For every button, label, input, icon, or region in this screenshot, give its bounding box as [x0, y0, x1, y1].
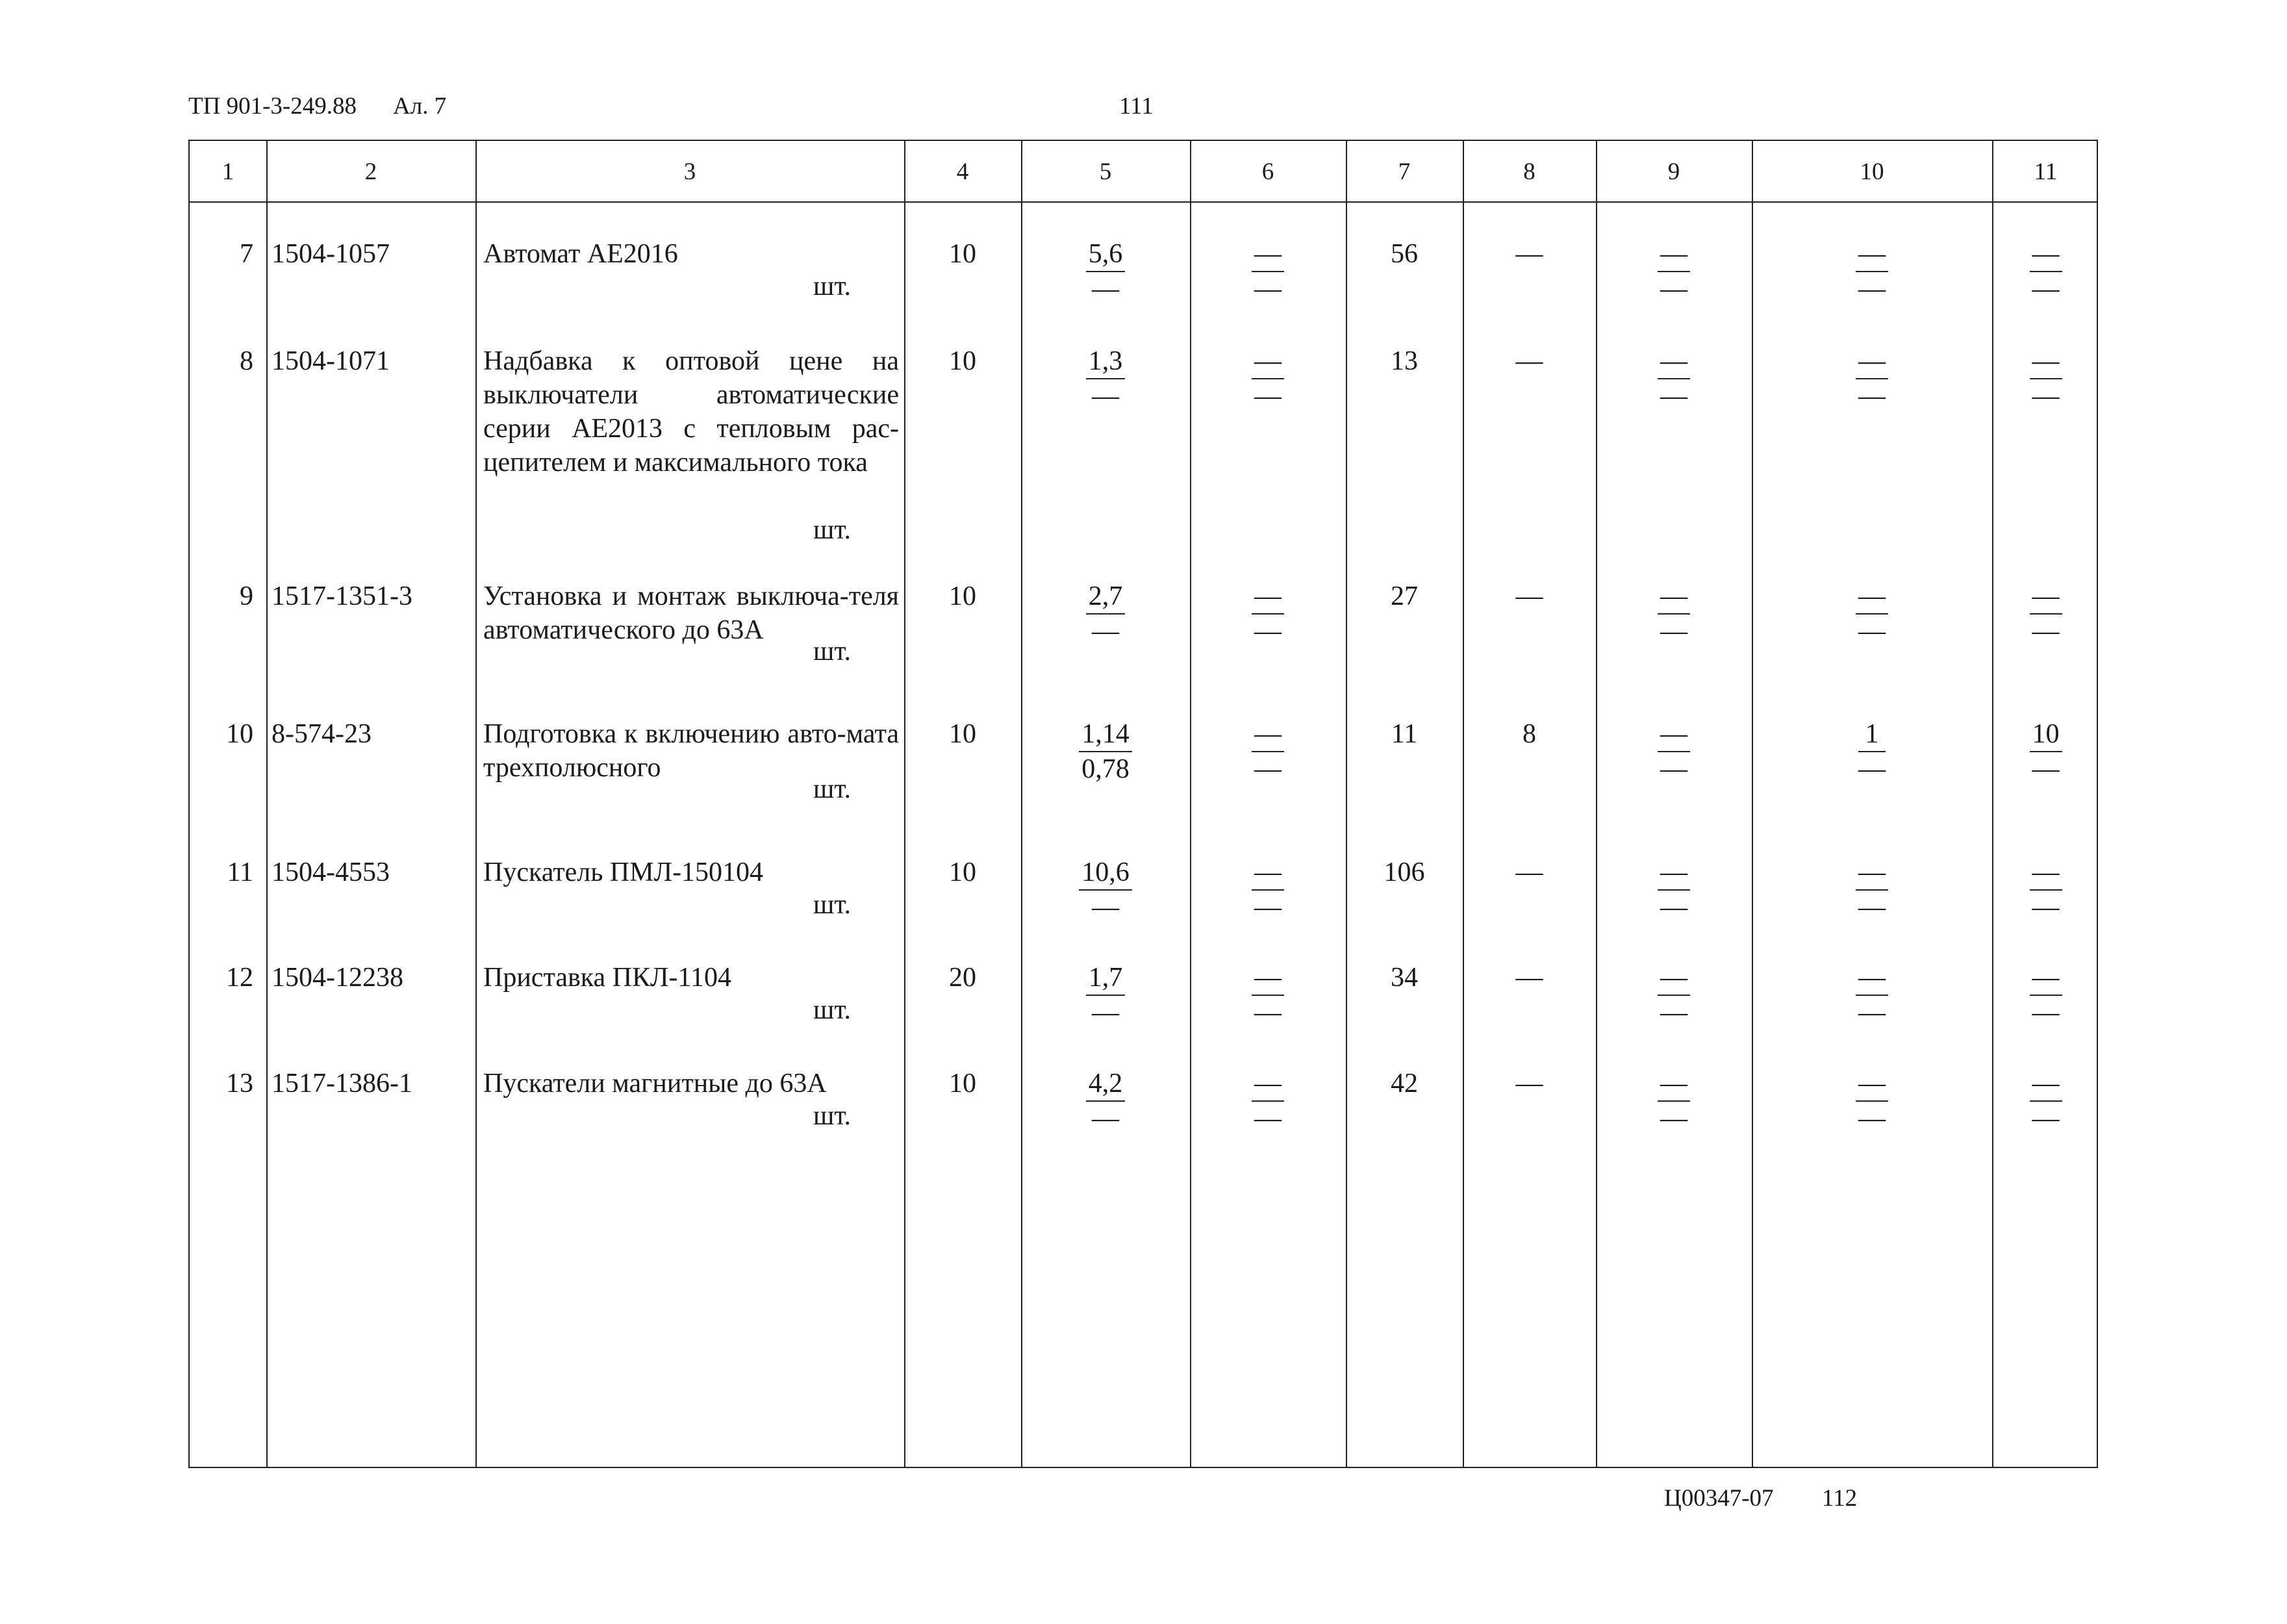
numerator: — [1658, 856, 1690, 891]
col8-cell: — [1515, 346, 1543, 376]
numerator: — [1856, 579, 1888, 615]
unit-label: шт. [813, 774, 852, 804]
denominator: — [1092, 893, 1119, 922]
numerator: — [1252, 856, 1284, 891]
col8-cell: 8 [1523, 719, 1536, 749]
column-header-5: 5 [1099, 159, 1112, 185]
code-cell: 1504-4553 [272, 857, 390, 887]
col9-cell [1596, 856, 1752, 924]
numerator: — [1658, 344, 1690, 379]
numerator: — [2030, 1067, 2062, 1102]
col6-cell [1190, 1067, 1346, 1136]
col11-cell [1992, 856, 2099, 924]
col6-cell [1190, 344, 1346, 413]
unit-label: шт. [813, 1101, 852, 1131]
column-header-3: 3 [683, 159, 696, 185]
denominator: — [1254, 754, 1282, 784]
fraction [1252, 717, 1284, 786]
col5-cell [1021, 344, 1190, 413]
col10-cell [1752, 579, 1992, 648]
fraction [1658, 1067, 1690, 1136]
fraction [1856, 579, 1888, 648]
fraction [1856, 344, 1888, 413]
fraction [1858, 717, 1886, 786]
col7-cell: 42 [1391, 1069, 1418, 1098]
code-cell: 1517-1351-3 [272, 581, 412, 611]
fraction [1252, 1067, 1284, 1136]
col6-cell [1190, 579, 1346, 648]
col11-cell [1992, 579, 2099, 648]
fraction [1658, 237, 1690, 306]
col7-cell: 13 [1391, 346, 1418, 376]
fraction [2030, 344, 2062, 413]
numerator: — [1252, 579, 1284, 615]
fraction [1252, 856, 1284, 924]
denominator: — [1858, 616, 1886, 646]
description-cell: Автомат АЕ2016 [483, 239, 678, 269]
col6-cell [1190, 856, 1346, 924]
row-number-cell: 8 [240, 346, 253, 376]
numerator: — [1856, 856, 1888, 891]
denominator: — [1660, 998, 1687, 1028]
col9-cell [1596, 579, 1752, 648]
column-header-6: 6 [1261, 159, 1274, 185]
fraction [1252, 237, 1284, 306]
col10-cell [1752, 717, 1992, 786]
column-divider [1463, 141, 1464, 1467]
col10-cell [1752, 961, 1992, 1030]
fraction [1856, 961, 1888, 1030]
fraction [1086, 237, 1126, 306]
fraction [1086, 961, 1126, 1030]
denominator: — [1660, 274, 1687, 304]
numerator: 2,7 [1086, 579, 1126, 615]
denominator: — [1092, 381, 1119, 411]
numerator: — [1658, 1067, 1690, 1102]
col11-cell [1992, 961, 2099, 1030]
column-header-4: 4 [956, 159, 969, 185]
col5-cell [1021, 579, 1190, 648]
col7-cell: 34 [1391, 963, 1418, 993]
unit-label: шт. [813, 995, 852, 1025]
fraction [1079, 717, 1132, 786]
quantity-cell: 10 [949, 857, 976, 887]
fraction [1086, 1067, 1126, 1136]
fraction [1658, 344, 1690, 413]
fraction [1252, 579, 1284, 648]
denominator: — [1254, 274, 1282, 304]
row-number-cell: 13 [226, 1069, 253, 1098]
numerator: 1,14 [1079, 717, 1132, 752]
numerator: — [1252, 344, 1284, 379]
numerator: — [1252, 1067, 1284, 1102]
denominator: — [1254, 893, 1282, 922]
quantity-cell: 10 [949, 239, 976, 269]
denominator: — [2032, 998, 2060, 1028]
col6-cell [1190, 961, 1346, 1030]
col6-cell [1190, 717, 1346, 786]
footer-page-number: 112 [1822, 1485, 1858, 1512]
denominator: — [2032, 1104, 2060, 1134]
quantity-cell: 10 [949, 346, 976, 376]
col5-cell [1021, 237, 1190, 306]
fraction [2030, 1067, 2062, 1136]
fraction [1086, 344, 1126, 413]
col11-cell [1992, 717, 2099, 786]
column-header-8: 8 [1523, 159, 1535, 185]
column-header-10: 10 [1860, 159, 1884, 185]
col5-cell [1021, 717, 1190, 786]
col8-cell: — [1515, 963, 1543, 993]
numerator: 1,3 [1086, 344, 1126, 379]
fraction [1079, 856, 1132, 924]
column-header-2: 2 [364, 159, 377, 185]
denominator: — [1254, 998, 1282, 1028]
col7-cell: 27 [1391, 581, 1418, 611]
quantity-cell: 10 [949, 1069, 976, 1098]
code-cell: 1504-12238 [272, 963, 403, 993]
fraction [1658, 856, 1690, 924]
denominator: — [1092, 274, 1119, 304]
numerator: — [1658, 961, 1690, 996]
col7-cell: 11 [1391, 719, 1418, 749]
col9-cell [1596, 1067, 1752, 1136]
numerator: — [1856, 237, 1888, 272]
document-code: ТП 901-3-249.88 [188, 93, 357, 120]
estimate-table [188, 140, 2098, 1468]
denominator: — [2032, 616, 2060, 646]
fraction [2030, 856, 2062, 924]
fraction [1856, 237, 1888, 306]
denominator: — [2032, 754, 2060, 784]
unit-label: шт. [813, 272, 852, 301]
column-header-11: 11 [2034, 159, 2058, 185]
column-divider [1021, 141, 1022, 1467]
quantity-cell: 20 [949, 963, 976, 993]
denominator: — [1092, 1104, 1119, 1134]
fraction [1856, 1067, 1888, 1136]
col8-cell: — [1515, 1069, 1543, 1098]
denominator: — [2032, 893, 2060, 922]
denominator: — [1660, 381, 1687, 411]
numerator: — [1658, 717, 1690, 752]
denominator: — [1254, 381, 1282, 411]
column-divider [266, 141, 268, 1467]
description-cell: Приставка ПКЛ-1104 [483, 963, 731, 993]
column-divider [1346, 141, 1347, 1467]
col8-cell: — [1515, 581, 1543, 611]
unit-label: шт. [813, 890, 852, 920]
numerator: — [1856, 961, 1888, 996]
numerator: — [1252, 237, 1284, 272]
column-divider [904, 141, 905, 1467]
fraction [1086, 579, 1126, 648]
denominator: — [1660, 1104, 1687, 1134]
column-header-9: 9 [1667, 159, 1680, 185]
fraction [1658, 579, 1690, 648]
denominator: — [1092, 616, 1119, 646]
description-cell: Пускатель ПМЛ-150104 [483, 857, 764, 887]
denominator: — [1254, 616, 1282, 646]
numerator: — [2030, 579, 2062, 615]
col8-cell: — [1515, 239, 1543, 269]
fraction [2030, 717, 2062, 786]
col11-cell [1992, 344, 2099, 413]
quantity-cell: 10 [949, 581, 976, 611]
numerator: — [1658, 579, 1690, 615]
numerator: — [1252, 717, 1284, 752]
col9-cell [1596, 717, 1752, 786]
col6-cell [1190, 237, 1346, 306]
row-number-cell: 11 [227, 857, 253, 887]
sheet-label: Ал. 7 [393, 93, 447, 120]
col7-cell: 56 [1391, 239, 1418, 269]
column-divider [1596, 141, 1597, 1467]
numerator: 1,7 [1086, 961, 1126, 996]
col5-cell [1021, 1067, 1190, 1136]
column-divider [1992, 141, 1993, 1467]
column-header-7: 7 [1398, 159, 1411, 185]
fraction [1252, 961, 1284, 1030]
unit-label: шт. [813, 515, 852, 545]
denominator: — [1660, 893, 1687, 922]
denominator: — [1858, 893, 1886, 922]
description-cell: Пускатели магнитные до 63А [483, 1069, 827, 1098]
col8-cell: — [1515, 857, 1543, 887]
description-cell: Надбавка к оптовой цене на выключатели автоматические серии АЕ2013 с тепловым рас-цепителем и максимального тока [483, 346, 899, 477]
denominator: — [2032, 274, 2060, 304]
numerator: — [2030, 961, 2062, 996]
unit-label: шт. [813, 637, 852, 666]
col9-cell [1596, 961, 1752, 1030]
column-divider [475, 141, 477, 1467]
code-cell: 1504-1057 [272, 239, 390, 269]
fraction [2030, 237, 2062, 306]
numerator: — [2030, 237, 2062, 272]
row-number-cell: 7 [240, 239, 253, 269]
numerator: 10,6 [1079, 856, 1132, 891]
page-number: 111 [1119, 93, 1154, 120]
numerator: — [1252, 961, 1284, 996]
col10-cell [1752, 1067, 1992, 1136]
denominator: — [1660, 616, 1687, 646]
col7-cell: 106 [1384, 857, 1425, 887]
col5-cell [1021, 961, 1190, 1030]
description-cell: Установка и монтаж выключа-теля автоматического до 63А [483, 581, 899, 645]
col11-cell [1992, 237, 2099, 306]
col10-cell [1752, 344, 1992, 413]
numerator: — [2030, 344, 2062, 379]
denominator: — [1660, 754, 1687, 784]
col9-cell [1596, 344, 1752, 413]
column-header-1: 1 [221, 159, 234, 185]
row-number-cell: 10 [226, 719, 253, 749]
denominator: — [1858, 274, 1886, 304]
numerator: 1 [1858, 717, 1886, 752]
code-cell: 8-574-23 [272, 719, 372, 749]
col9-cell [1596, 237, 1752, 306]
numerator: 5,6 [1086, 237, 1126, 272]
denominator: — [1858, 754, 1886, 784]
row-number-cell: 12 [226, 963, 253, 993]
fraction [1252, 344, 1284, 413]
numerator: 10 [2030, 717, 2062, 752]
numerator: — [2030, 856, 2062, 891]
col10-cell [1752, 237, 1992, 306]
column-divider [1190, 141, 1191, 1467]
numerator: — [1658, 237, 1690, 272]
row-number-cell: 9 [240, 581, 253, 611]
code-cell: 1517-1386-1 [272, 1069, 412, 1098]
numerator: 4,2 [1086, 1067, 1126, 1102]
footer-code: Ц00347-07 [1664, 1485, 1774, 1512]
fraction [2030, 579, 2062, 648]
fraction [1856, 856, 1888, 924]
denominator: — [1254, 1104, 1282, 1134]
denominator: 0,78 [1081, 754, 1130, 784]
description-cell: Подготовка к включению авто-мата трехполюсного [483, 719, 899, 783]
denominator: — [2032, 381, 2060, 411]
denominator: — [1858, 998, 1886, 1028]
quantity-cell: 10 [949, 719, 976, 749]
denominator: — [1858, 1104, 1886, 1134]
col5-cell [1021, 856, 1190, 924]
numerator: — [1856, 1067, 1888, 1102]
denominator: — [1092, 998, 1119, 1028]
column-divider [1752, 141, 1753, 1467]
code-cell: 1504-1071 [272, 346, 390, 376]
col10-cell [1752, 856, 1992, 924]
fraction [1658, 961, 1690, 1030]
col11-cell [1992, 1067, 2099, 1136]
numerator: — [1856, 344, 1888, 379]
denominator: — [1858, 381, 1886, 411]
fraction [2030, 961, 2062, 1030]
fraction [1658, 717, 1690, 786]
